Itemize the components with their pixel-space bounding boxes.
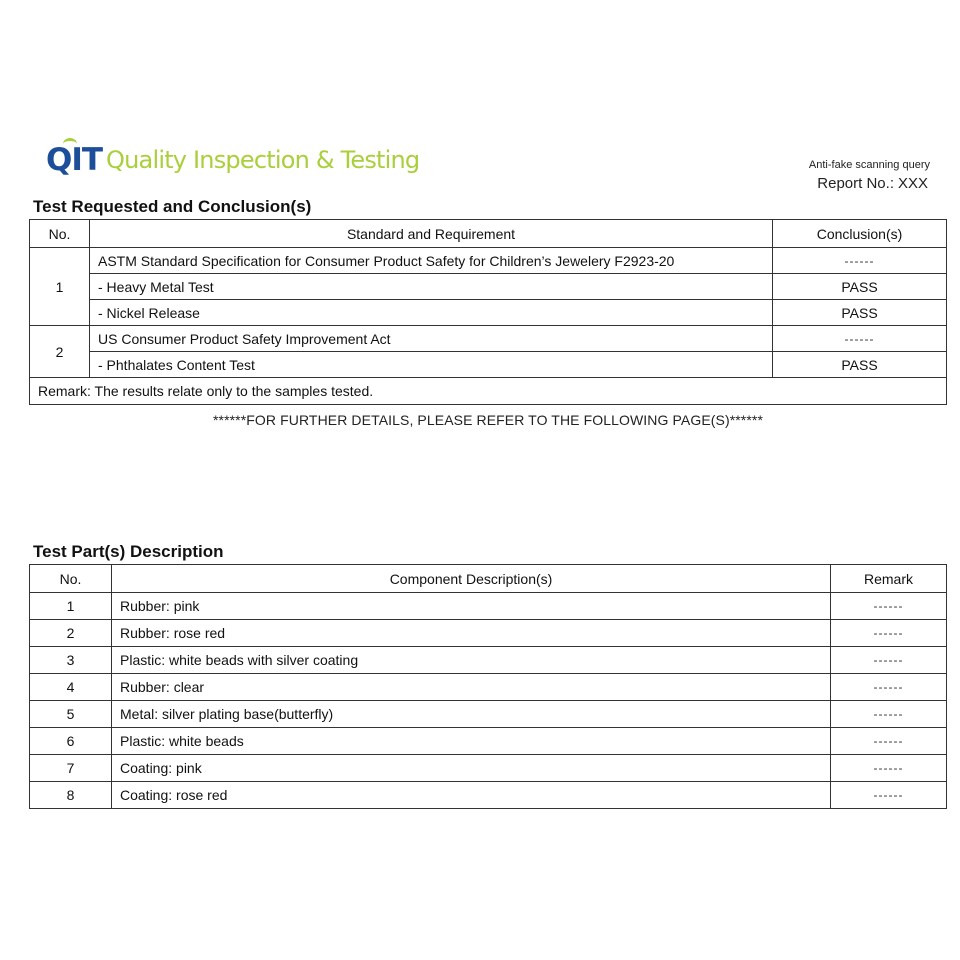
part-description: Plastic: white beads bbox=[112, 728, 831, 755]
column-header-description: Component Description(s) bbox=[112, 565, 831, 593]
report-number-label: Report No.: bbox=[817, 175, 894, 192]
part-description: Coating: rose red bbox=[112, 782, 831, 809]
standard-cell: - Nickel Release bbox=[90, 300, 773, 326]
table-row bbox=[30, 248, 947, 274]
part-number: 1 bbox=[30, 593, 112, 620]
column-header-remark: Remark bbox=[831, 565, 947, 593]
column-header-standard: Standard and Requirement bbox=[90, 220, 773, 248]
table-row bbox=[30, 728, 947, 755]
column-header-no: No. bbox=[30, 220, 90, 248]
table-row bbox=[30, 755, 947, 782]
parts-table bbox=[29, 564, 947, 809]
table-row bbox=[30, 701, 947, 728]
table-row bbox=[30, 674, 947, 701]
logo-mark: QIT bbox=[46, 142, 102, 178]
table-header-row bbox=[30, 565, 947, 593]
table-row bbox=[30, 647, 947, 674]
conclusion-cell: PASS bbox=[773, 300, 947, 326]
table-row bbox=[30, 274, 947, 300]
part-number: 5 bbox=[30, 701, 112, 728]
parts-section-title: Test Part(s) Description bbox=[33, 542, 224, 561]
table-row bbox=[30, 352, 947, 378]
part-remark: ------ bbox=[831, 755, 947, 782]
part-description: Rubber: clear bbox=[112, 674, 831, 701]
company-logo bbox=[46, 135, 419, 185]
part-number: 2 bbox=[30, 620, 112, 647]
part-remark: ------ bbox=[831, 647, 947, 674]
column-header-no: No. bbox=[30, 565, 112, 593]
part-remark: ------ bbox=[831, 620, 947, 647]
conclusion-cell: ------ bbox=[773, 248, 947, 274]
standard-cell: - Phthalates Content Test bbox=[90, 352, 773, 378]
anti-fake-label: Anti-fake scanning query bbox=[808, 159, 930, 171]
conclusion-section-title: Test Requested and Conclusion(s) bbox=[33, 197, 312, 216]
report-number-value: XXX bbox=[897, 175, 928, 192]
table-row bbox=[30, 782, 947, 809]
conclusion-cell: PASS bbox=[773, 274, 947, 300]
column-header-conclusion: Conclusion(s) bbox=[773, 220, 947, 248]
part-description: Plastic: white beads with silver coating bbox=[112, 647, 831, 674]
table-row bbox=[30, 593, 947, 620]
part-remark: ------ bbox=[831, 728, 947, 755]
table-header-row bbox=[30, 220, 947, 248]
part-number: 7 bbox=[30, 755, 112, 782]
part-number: 6 bbox=[30, 728, 112, 755]
conclusion-cell: ------ bbox=[773, 326, 947, 352]
part-description: Rubber: pink bbox=[112, 593, 831, 620]
part-number: 8 bbox=[30, 782, 112, 809]
logo-text: Quality Inspection & Testing bbox=[106, 146, 420, 174]
table-row bbox=[30, 300, 947, 326]
part-description: Metal: silver plating base(butterfly) bbox=[112, 701, 831, 728]
group-number: 1 bbox=[30, 248, 90, 326]
remark-row bbox=[30, 378, 947, 405]
further-details-note: ******FOR FURTHER DETAILS, PLEASE REFER TO THE FOLLOWING PAGE(S)****** bbox=[212, 412, 764, 428]
conclusion-cell: PASS bbox=[773, 352, 947, 378]
part-number: 3 bbox=[30, 647, 112, 674]
remark-cell: Remark: The results relate only to the samples tested. bbox=[30, 378, 947, 405]
table-row bbox=[30, 620, 947, 647]
table-row bbox=[30, 326, 947, 352]
part-remark: ------ bbox=[831, 593, 947, 620]
standard-cell: US Consumer Product Safety Improvement Act bbox=[90, 326, 773, 352]
conclusion-table bbox=[29, 219, 947, 405]
standard-cell: - Heavy Metal Test bbox=[90, 274, 773, 300]
part-number: 4 bbox=[30, 674, 112, 701]
part-remark: ------ bbox=[831, 701, 947, 728]
standard-cell: ASTM Standard Specification for Consumer Product Safety for Children’s Jewelery F2923-20 bbox=[90, 248, 773, 274]
part-remark: ------ bbox=[831, 674, 947, 701]
part-description: Coating: pink bbox=[112, 755, 831, 782]
group-number: 2 bbox=[30, 326, 90, 378]
part-description: Rubber: rose red bbox=[112, 620, 831, 647]
report-number bbox=[760, 175, 928, 192]
part-remark: ------ bbox=[831, 782, 947, 809]
